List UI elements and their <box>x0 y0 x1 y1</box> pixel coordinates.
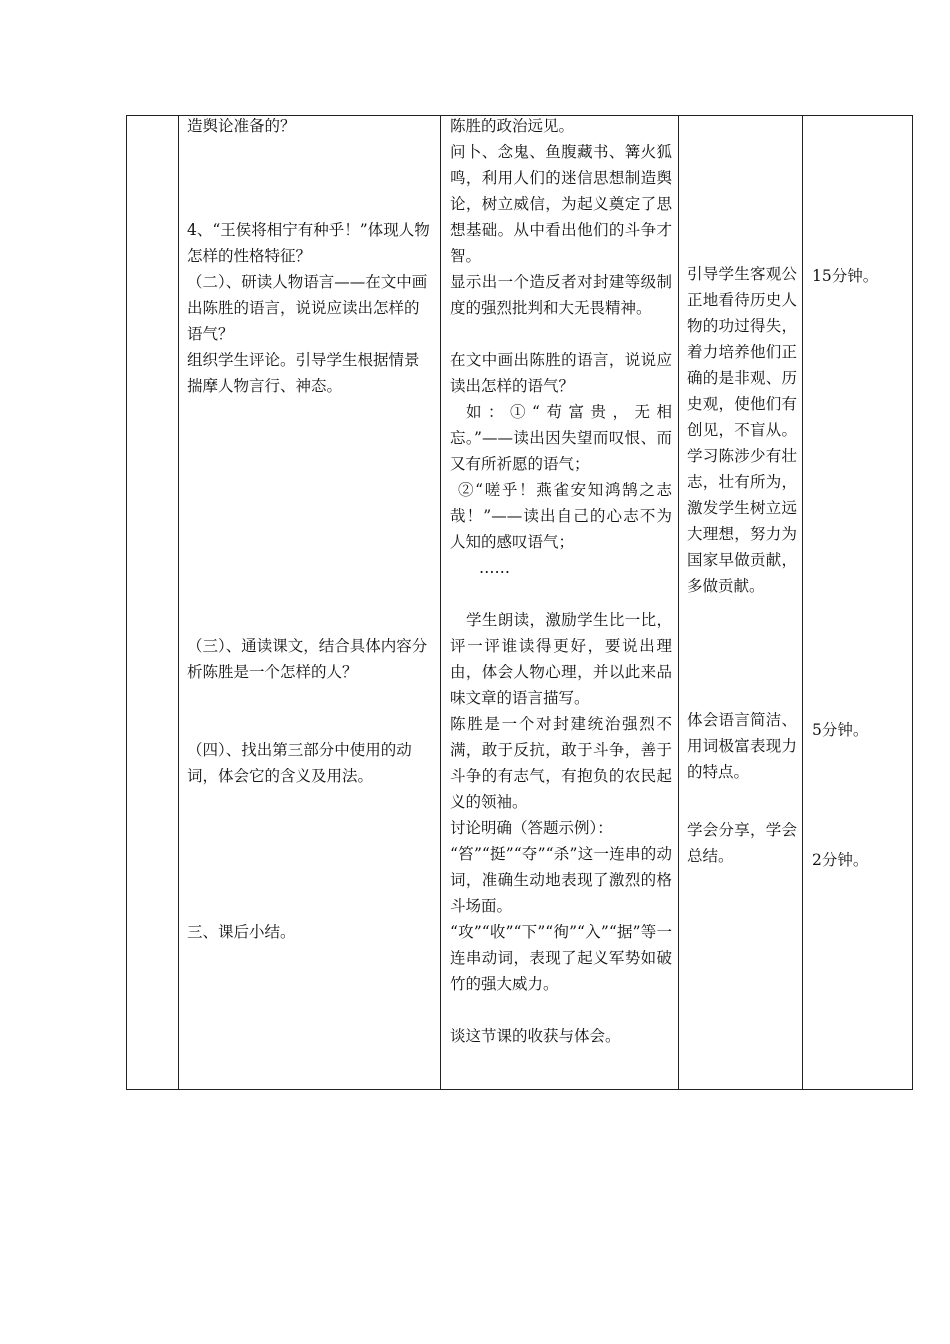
time-label: 15分钟。 <box>812 267 879 285</box>
time-column <box>803 116 913 1089</box>
activity-text: “攻”“收”“下”“徇”“入”“据”等一连串动词，表现了起义军势如破竹的强大威力。 <box>450 923 672 993</box>
time-label: 5分钟。 <box>812 721 869 739</box>
section-2-heading: （二）、研读人物语言——在文中画出陈胜的语言，说说应读出怎样的语气？ <box>187 273 428 343</box>
design-intent-text: 体会语言简洁、用词极富表现力的特点。 <box>687 711 797 781</box>
student-discussion-note: 组织学生评论。引导学生根据情景揣摩人物言行、神态。 <box>187 351 420 395</box>
empty-first-column <box>127 116 178 1089</box>
activity-text: 谈这节课的收获与体会。 <box>450 1027 621 1045</box>
ellipsis-text: …… <box>479 559 510 577</box>
activity-text: 讨论明确（答题示例）： <box>450 819 613 837</box>
section-summary-heading: 三、课后小结。 <box>187 923 296 941</box>
question-4: 4、“王侯将相宁有种乎！”体现人物怎样的性格特征？ <box>187 221 430 265</box>
activity-text: 在文中画出陈胜的语言，说说应读出怎样的语气？ <box>450 351 672 395</box>
design-intent-text: 学会分享，学会总结。 <box>687 821 797 865</box>
activity-text: 问卜、念鬼、鱼腹藏书、篝火狐鸣，利用人们的迷信思想制造舆论，树立威信，为起义奠定了思想基础。从中看出他们的斗争才智。 <box>450 143 672 265</box>
design-intent-text: 引导学生客观公正地看待历史人物的功过得失，着力培养他们正确的是非观、历史观，使他们有创见，不盲从。学习陈涉少有壮志，壮有所为，激发学生树立远大理想，努力为国家早做贡献，多做贡献。 <box>687 265 797 595</box>
time-label: 2分钟。 <box>812 851 869 869</box>
design-intent-column <box>679 116 802 1089</box>
activity-example-2: ②“嗟乎！燕雀安知鸿鹄之志哉！”——读出自己的心志不为人知的感叹语气； <box>450 481 672 551</box>
activity-text: “笞”“挺”“夺”“杀”这一连串的动词，准确生动地表现了激烈的格斗场面。 <box>450 845 672 915</box>
activity-example-1: 如：①“苟富贵，无相忘。”——读出因失望而叹恨、而又有所祈愿的语气； <box>450 403 672 473</box>
lesson-plan-table <box>126 115 913 1090</box>
activity-text: 陈胜的政治远见。 <box>450 117 575 135</box>
activity-text: 显示出一个造反者对封建等级制度的强烈批判和大无畏精神。 <box>450 273 672 317</box>
section-3-heading: （三）、通读课文，结合具体内容分析陈胜是一个怎样的人？ <box>187 637 428 681</box>
section-4-heading: （四）、找出第三部分中使用的动词，体会它的含义及用法。 <box>187 741 412 785</box>
activity-text: 陈胜是一个对封建统治强烈不满，敢于反抗，敢于斗争，善于斗争的有志气，有抱负的农民起义的领袖。 <box>450 715 672 811</box>
activity-text: 学生朗读，激励学生比一比，评一评谁读得更好，要说出理由，体会人物心理，并以此来品味文章的语言描写。 <box>450 611 672 707</box>
teaching-process-column <box>179 116 440 1089</box>
student-activity-column <box>441 116 678 1089</box>
question-line-end: 造舆论准备的？ <box>187 117 296 135</box>
